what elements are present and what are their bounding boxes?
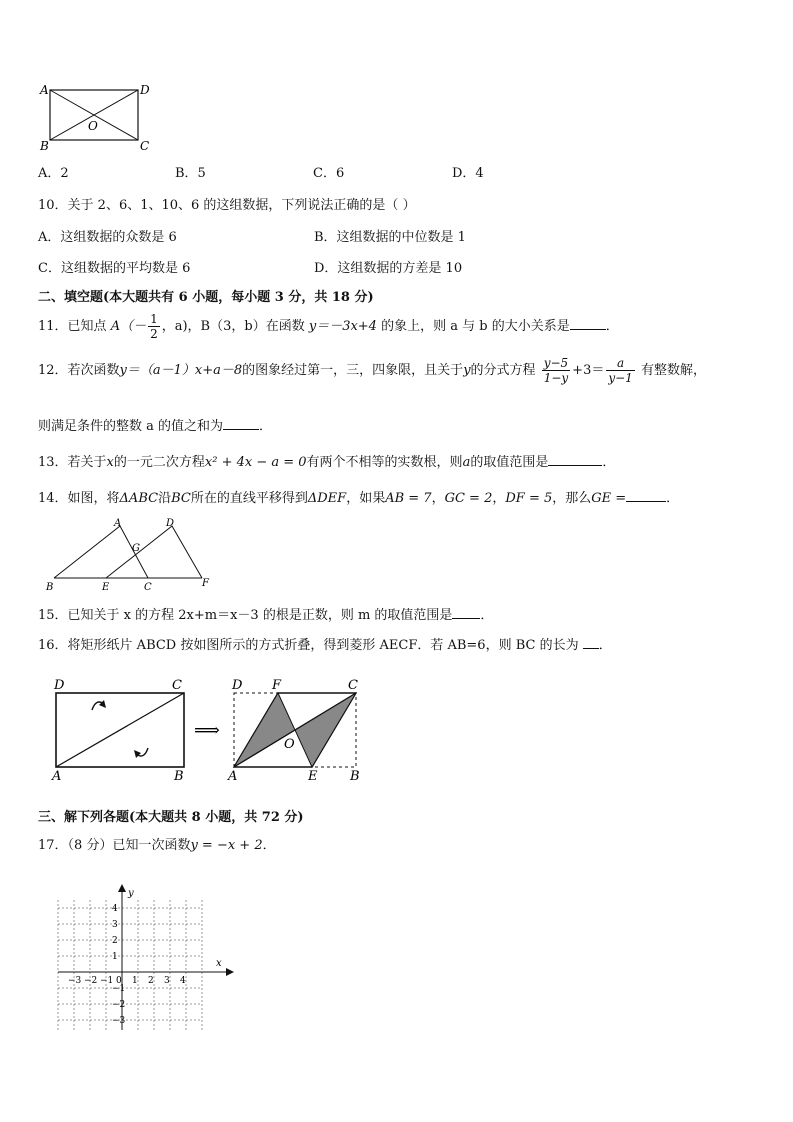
section-3-heading: 三、解下列各题(本大题共 8 小题，共 72 分) bbox=[38, 810, 304, 825]
q12-tail: 有整数解， bbox=[640, 363, 706, 378]
q12-f1-num: y−5 bbox=[543, 356, 569, 370]
q12-f2-den: y−1 bbox=[608, 371, 633, 385]
y-tick-label: 1 bbox=[112, 952, 118, 962]
y-axis-label: y bbox=[128, 888, 134, 899]
q12-end: ． bbox=[259, 419, 273, 434]
x-tick-label: 1 bbox=[132, 976, 138, 986]
y-tick-label: −1 bbox=[112, 984, 126, 994]
q10-option-a[interactable]: A．这组数据的众数是 6 bbox=[38, 230, 177, 245]
q9-option-c[interactable]: C．6 bbox=[313, 166, 345, 181]
q14-ge: GE = bbox=[591, 491, 627, 506]
q13-pre: 13．若关于 bbox=[38, 455, 107, 470]
q17-func: y = −x + 2 bbox=[190, 838, 263, 853]
q12-pre: 12．若次函数 bbox=[38, 363, 120, 378]
y-tick-label: 4 bbox=[112, 904, 118, 914]
q17-end: ． bbox=[262, 838, 276, 853]
q14-label-C: C bbox=[144, 582, 152, 592]
q11-answer-blank[interactable] bbox=[570, 317, 606, 330]
q16-right-label-E: E bbox=[308, 769, 318, 784]
q16-right-label-D: D bbox=[232, 678, 243, 693]
q12-mid: 的图象经过第一，三，四象限，且关于 bbox=[242, 363, 464, 378]
q14-sep-2: ， bbox=[492, 491, 506, 506]
coordinate-grid bbox=[52, 880, 242, 1036]
x-axis-arrow-icon bbox=[226, 968, 234, 976]
q17-pre: 17．（8 分）已知一次函数 bbox=[38, 838, 191, 853]
rectangle-abcd-figure bbox=[36, 82, 156, 154]
q12-plus3: +3＝ bbox=[572, 363, 605, 378]
q16-right-label-O: O bbox=[284, 737, 295, 752]
q13-x: x bbox=[106, 455, 114, 470]
q16-left-label-C: C bbox=[172, 678, 182, 693]
q14-gc: GC = 2 bbox=[444, 491, 493, 506]
q14-label-F: F bbox=[202, 578, 209, 589]
q16-right-label-C: C bbox=[348, 678, 358, 693]
q11-func: y＝－3x+4 bbox=[308, 319, 377, 334]
q14-answer-blank[interactable] bbox=[626, 489, 666, 502]
q11-point-a: A（－ bbox=[110, 319, 147, 334]
q12-fraction-1 bbox=[542, 356, 570, 385]
q12 bbox=[38, 356, 706, 385]
q13-answer-blank[interactable] bbox=[548, 453, 602, 466]
q12-var: y bbox=[463, 363, 471, 378]
q16-right-label-B: B bbox=[350, 769, 360, 784]
q16-end: ． bbox=[598, 638, 612, 653]
q11-end: ． bbox=[605, 319, 619, 334]
q14-triangle-figure bbox=[40, 516, 220, 592]
q14-ab: AB = 7 bbox=[385, 491, 432, 506]
q11-frac-num: 1 bbox=[150, 312, 158, 326]
q11-point-b: B（3，b）在函数 bbox=[200, 319, 305, 334]
q10-option-b[interactable]: B．这组数据的中位数是 1 bbox=[314, 230, 466, 245]
q14-mid3: ，如果 bbox=[346, 491, 386, 506]
q13-eq: x² + 4x − a = 0 bbox=[204, 455, 307, 470]
q14-sep-1: ， bbox=[431, 491, 445, 506]
q14-bc: BC bbox=[171, 491, 191, 506]
q14-tri2: ΔDEF bbox=[307, 491, 347, 506]
q16-left-label-D: D bbox=[54, 678, 65, 693]
q15-answer-blank[interactable] bbox=[452, 606, 480, 619]
q12-mid2: 的分式方程 bbox=[470, 363, 536, 378]
q13-a: a bbox=[462, 455, 471, 470]
q13-post: 的取值范围是 bbox=[470, 455, 549, 470]
x-tick-label: 2 bbox=[148, 976, 154, 986]
y-tick-label: 3 bbox=[112, 920, 118, 930]
q14-mid2: 所在的直线平移得到 bbox=[190, 491, 308, 506]
label-C: C bbox=[140, 139, 150, 153]
q12-line2 bbox=[38, 417, 272, 435]
q12-line2-text: 则满足条件的整数 a 的值之和为 bbox=[38, 419, 224, 434]
y-tick-label: 2 bbox=[112, 936, 118, 946]
y-axis-arrow-icon bbox=[118, 884, 126, 892]
q10-option-d[interactable]: D．这组数据的方差是 10 bbox=[314, 261, 463, 276]
q12-func: y＝（a－1）x+a－8 bbox=[119, 363, 243, 378]
x-tick-label: −3 bbox=[68, 976, 82, 986]
q10-stem: 10．关于 2、6、1、10、6 的这组数据，下列说法正确的是（ ） bbox=[38, 198, 416, 213]
q14-tri1: ΔABC bbox=[119, 491, 159, 506]
q11-frac-den: 2 bbox=[150, 327, 158, 341]
q14-pre: 14．如图，将 bbox=[38, 491, 120, 506]
q14-label-G: G bbox=[132, 543, 140, 554]
q15-end: ． bbox=[480, 608, 494, 623]
q14-mid: 沿 bbox=[158, 491, 172, 506]
label-B: B bbox=[40, 139, 49, 153]
q14-label-E: E bbox=[102, 582, 110, 592]
x-tick-label: 0 bbox=[116, 976, 122, 986]
q16-right-label-A: A bbox=[228, 769, 238, 784]
q16-right-label-F: F bbox=[272, 678, 282, 693]
q16-left-label-B: B bbox=[174, 769, 184, 784]
q16-arrow-icon: ⟹ bbox=[194, 720, 220, 741]
q9-option-a[interactable]: A．2 bbox=[38, 166, 69, 181]
q16-answer-blank[interactable] bbox=[583, 636, 599, 649]
q9-option-b[interactable]: B．5 bbox=[175, 166, 206, 181]
y-tick-label: −2 bbox=[112, 1000, 126, 1010]
x-tick-labels bbox=[68, 976, 186, 986]
x-tick-label: −1 bbox=[100, 976, 114, 986]
q13-end: ． bbox=[602, 455, 616, 470]
q16 bbox=[38, 636, 612, 654]
q9-options bbox=[38, 166, 558, 182]
label-O: O bbox=[88, 119, 98, 133]
x-axis-label: x bbox=[216, 958, 222, 969]
x-tick-label: 4 bbox=[180, 976, 186, 986]
q11-post: 的象上，则 a 与 b 的大小关系是 bbox=[381, 319, 570, 334]
q14-label-A: A bbox=[114, 518, 122, 529]
label-D: D bbox=[140, 83, 150, 97]
q15-text: 15．已知关于 x 的方程 2x+m＝x－3 的根是正数，则 m 的取值范围是 bbox=[38, 608, 453, 623]
q13 bbox=[38, 453, 615, 471]
q14 bbox=[38, 489, 679, 507]
q10-option-c[interactable]: C．这组数据的平均数是 6 bbox=[38, 261, 191, 276]
q14-label-B: B bbox=[46, 582, 54, 592]
q15 bbox=[38, 606, 493, 624]
q11-fraction bbox=[148, 312, 160, 341]
q11-pre: 11．已知点 bbox=[38, 319, 107, 334]
q14-mid4: ，那么 bbox=[552, 491, 592, 506]
grid-lines bbox=[58, 900, 202, 1030]
q13-mid: 的一元二次方程 bbox=[113, 455, 205, 470]
y-tick-labels bbox=[112, 904, 126, 1026]
q12-answer-blank[interactable] bbox=[223, 417, 259, 430]
y-tick-label: −3 bbox=[112, 1016, 126, 1026]
x-tick-label: 3 bbox=[164, 976, 170, 986]
q17 bbox=[38, 838, 276, 854]
q11 bbox=[38, 312, 619, 341]
q14-df: DF = 5 bbox=[505, 491, 553, 506]
q16-folding-figure bbox=[44, 676, 374, 786]
q14-label-D: D bbox=[166, 518, 175, 529]
q16-text: 16．将矩形纸片 ABCD 按如图所示的方式折叠，得到菱形 AECF．若 AB=6，则 BC 的长为 bbox=[38, 638, 579, 653]
q11-point-a-tail: ，a)， bbox=[161, 319, 201, 334]
label-A: A bbox=[40, 83, 49, 97]
q9-option-d[interactable]: D．4 bbox=[452, 166, 484, 181]
q12-f1-den: 1−y bbox=[543, 371, 569, 385]
section-2-heading: 二、填空题(本大题共有 6 小题，每小题 3 分，共 18 分) bbox=[38, 290, 374, 305]
x-tick-label: −2 bbox=[84, 976, 98, 986]
q12-f2-num: a bbox=[606, 356, 634, 371]
q13-mid2: 有两个不相等的实数根，则 bbox=[306, 455, 463, 470]
q14-end: ． bbox=[666, 491, 680, 506]
q16-left-label-A: A bbox=[52, 769, 62, 784]
q12-fraction-2 bbox=[606, 356, 634, 385]
